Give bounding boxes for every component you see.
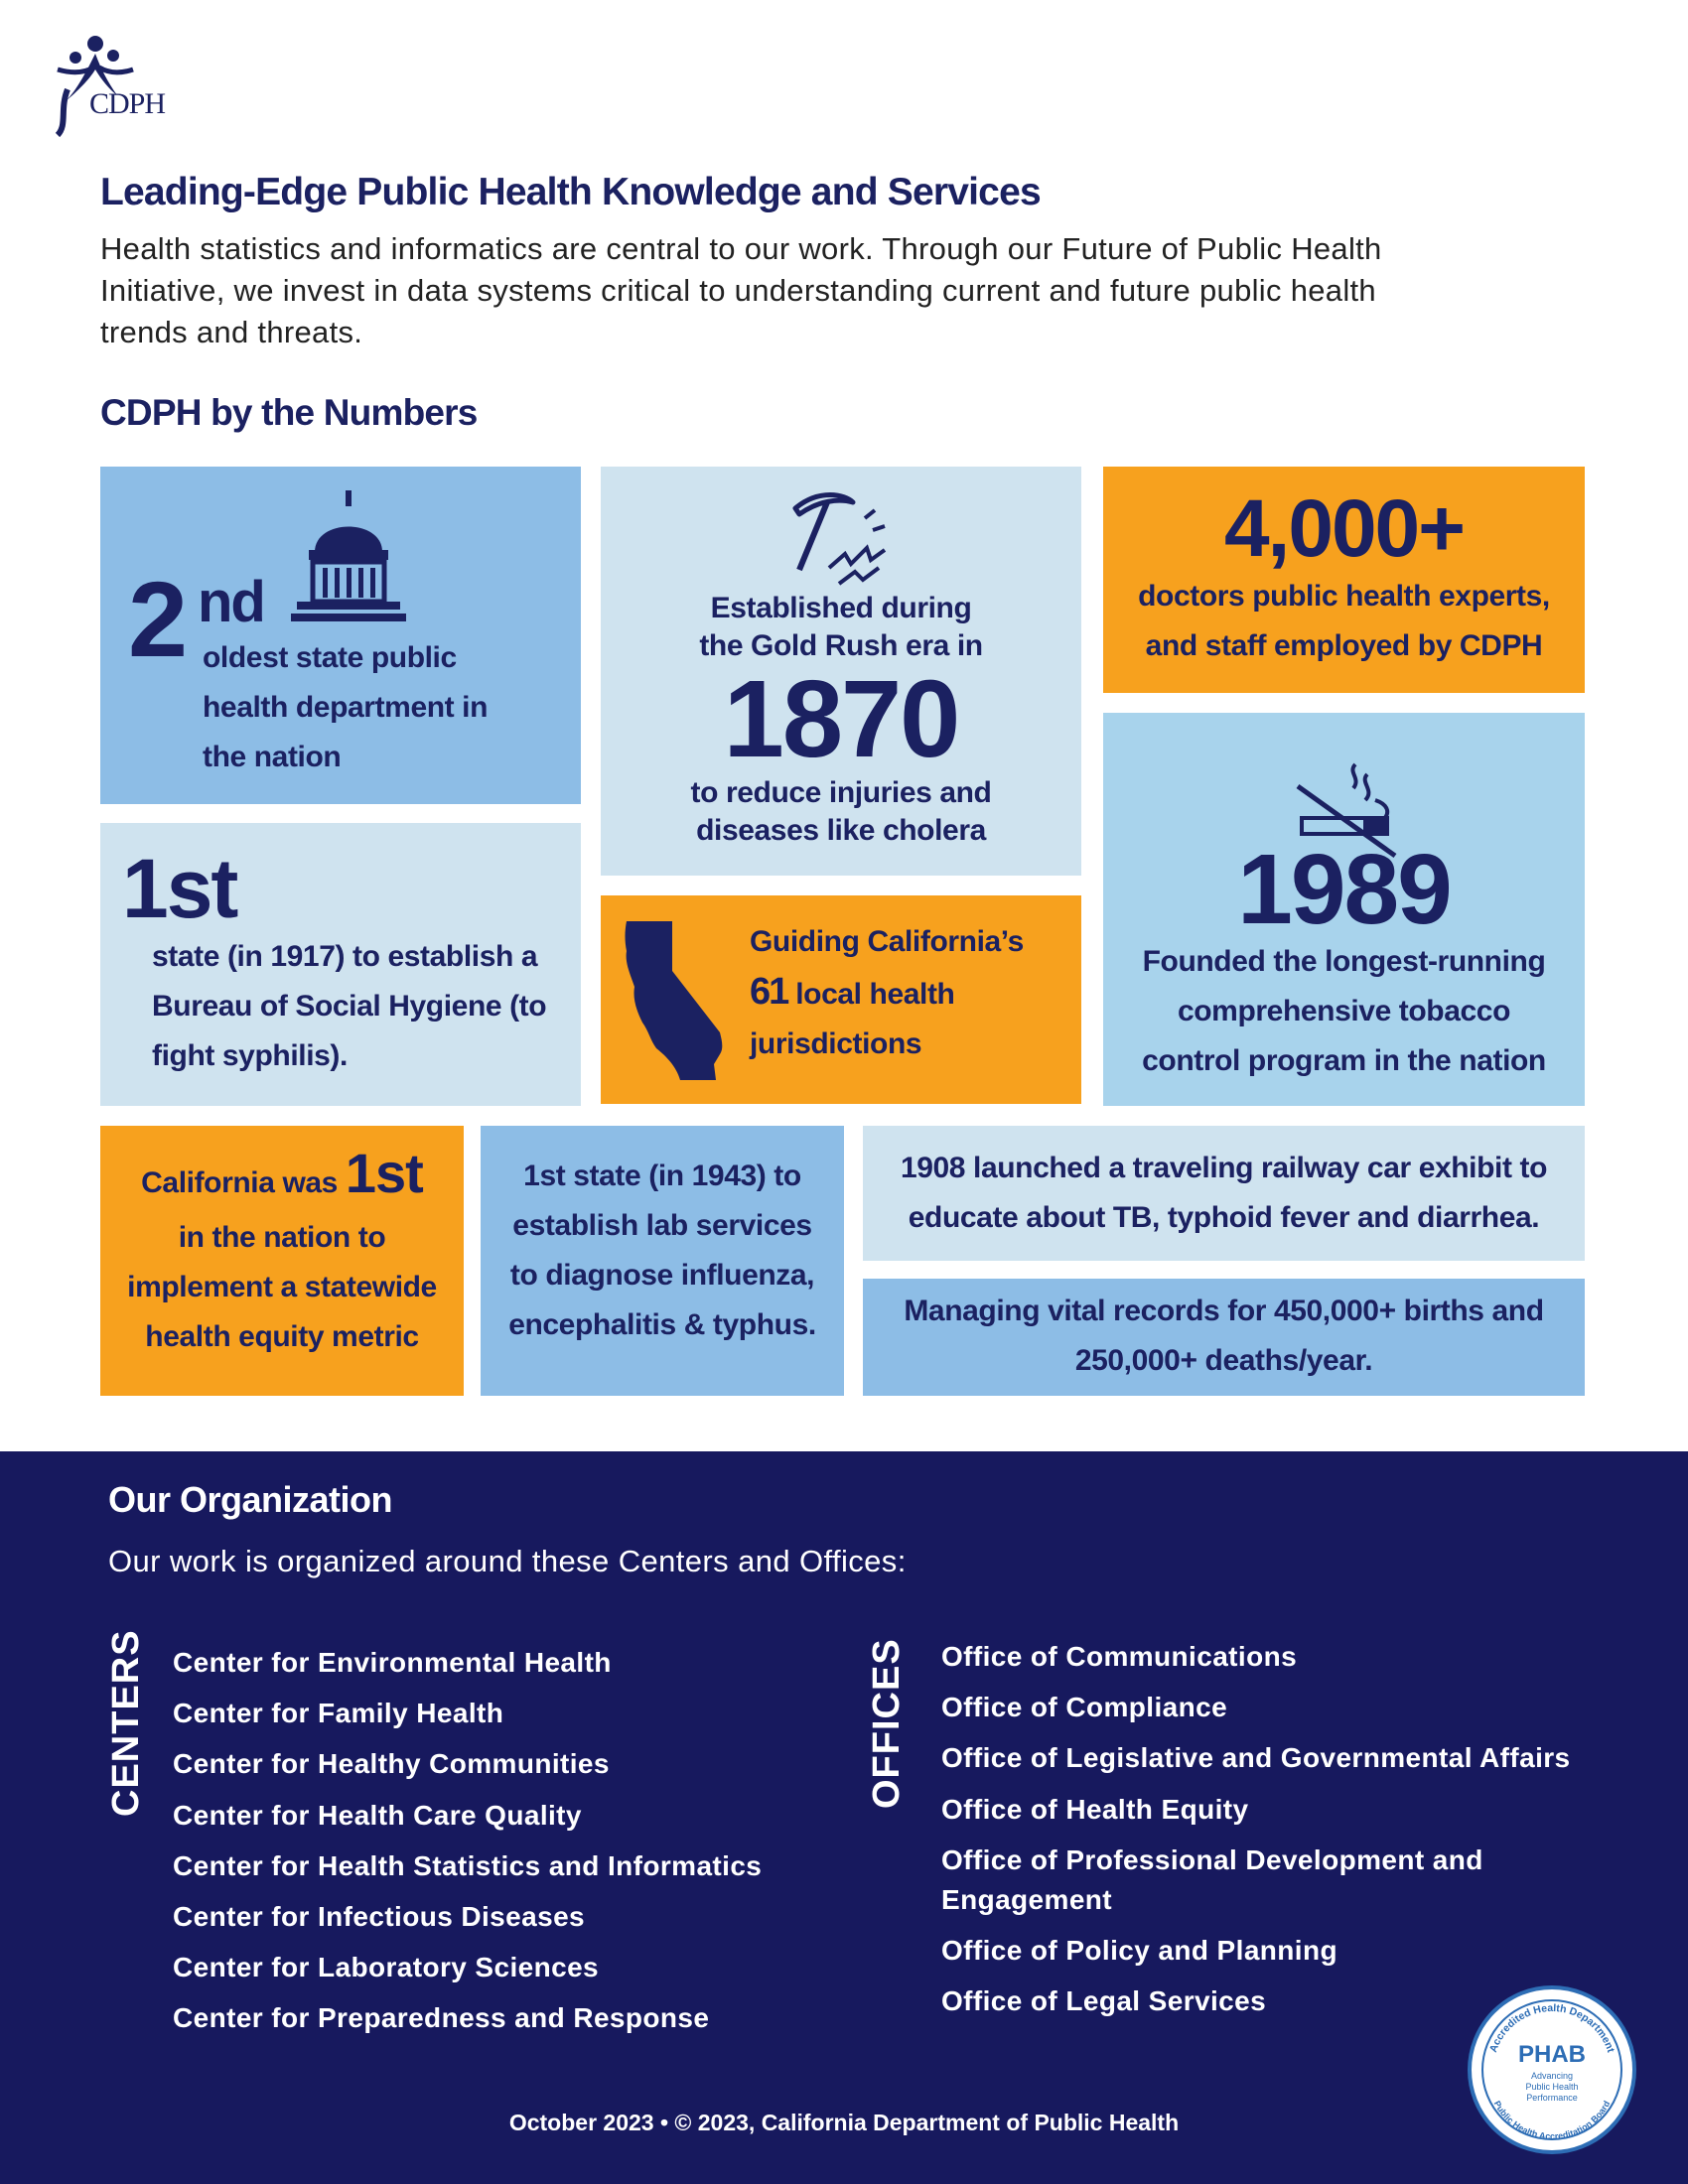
tile4-text [152,932,546,1081]
list-item: Office of Compliance [941,1692,1228,1723]
list-item: Office of Health Equity [941,1793,1249,1825]
intro-line: Initiative, we invest in data systems critical to understanding current and future public health [100,273,1376,308]
list-item: Center for Health Care Quality [173,1799,582,1831]
list-item: Center for Preparedness and Response [173,2002,710,2034]
centers-list [173,1637,762,2044]
numbers-section-title: CDPH by the Numbers [100,392,478,433]
list-item: Center for Family Health [173,1698,504,1729]
tile3-line: doctors public health experts, [1138,580,1550,613]
tile7-line: implement a statewide [127,1271,437,1303]
badge-sub: Performance [1526,2093,1578,2103]
tile-vital-records [863,1279,1585,1396]
tile8-text [481,1152,844,1350]
tile2-line: to reduce injuries and [690,776,992,809]
tile2-top-text [601,590,1081,665]
list-item: Center for Laboratory Sciences [173,1952,600,1983]
badge-sub: Public Health [1525,2082,1579,2092]
tile10-line: 250,000+ deaths/year. [1074,1344,1373,1377]
tile5-line: local health [795,978,955,1011]
list-item: Center for Environmental Health [173,1647,612,1678]
badge-ring-bottom: Public Health Accreditation Board [1491,2099,1613,2142]
list-item: Center for Healthy Communities [173,1748,610,1780]
tile1-line: the nation [203,741,342,773]
tile-1908-railway [863,1126,1585,1261]
tile1-big-number: 2 [128,559,187,679]
tile6-text [1103,937,1585,1086]
list-item: Engagement [941,1883,1113,1915]
tile3-big-number: 4,000+ [1223,483,1465,574]
tile8-line: 1st state (in 1943) to [523,1160,801,1192]
people-figures-icon [48,30,197,139]
tile4-line: state (in 1917) to establish a [152,940,538,973]
intro-paragraph [100,228,1590,353]
tile-61-jurisdictions [601,895,1081,1104]
california-map-icon [621,917,730,1084]
tile7-big-number: 1st [345,1142,423,1204]
tile-2nd-oldest [100,467,581,804]
tile5-line: jurisdictions [750,1027,922,1060]
tile-4000-staff [1103,467,1585,693]
tile-lab-services [481,1126,844,1396]
list-item: Office of Policy and Planning [941,1934,1337,1966]
logo-text: CDPH [89,87,166,120]
offices-list [941,1637,1571,2021]
list-item: Center for Health Statistics and Informatics [173,1849,763,1881]
cdph-logo [48,30,197,139]
list-item: Office of Professional Development and [941,1843,1483,1875]
tile8-line: to diagnose influenza, [509,1259,815,1292]
tile2-line: the Gold Rush era in [699,629,983,662]
tile7-text [100,1144,464,1362]
offices-label: OFFICES [866,1638,908,1809]
tile6-line: comprehensive tobacco [1177,995,1511,1027]
tile9-line: 1908 launched a traveling railway car exhibit to [900,1152,1548,1184]
tile4-line: Bureau of Social Hygiene (to [152,990,547,1023]
tile8-line: encephalitis & typhus. [508,1308,816,1341]
tile10-line: Managing vital records for 450,000+ births and [904,1295,1544,1327]
tile8-line: establish lab services [512,1209,812,1242]
tile2-line: diseases like cholera [696,814,986,847]
tile5-big-number: 61 [750,971,788,1013]
badge-main: PHAB [1517,2041,1586,2068]
tile4-big-number: 1st [122,842,237,935]
tile1-superscript: nd [198,570,264,634]
tile6-line: control program in the nation [1142,1044,1546,1077]
tile7-line: health equity metric [145,1320,419,1353]
tile2-line: Established during [710,592,972,624]
tile-1st-bureau [100,823,581,1106]
tile1-line: health department in [203,691,489,724]
tile3-text [1103,572,1585,671]
page-title: Leading-Edge Public Health Knowledge and Services [100,171,1041,213]
tile1-line: oldest state public [203,641,457,674]
tile6-big-number: 1989 [1237,834,1451,945]
list-item: Office of Communications [941,1641,1298,1672]
tile9-line: educate about TB, typhoid fever and diarrhea. [908,1201,1540,1234]
tile10-text [863,1287,1585,1386]
tile2-big-number: 1870 [723,658,959,780]
tile3-line: and staff employed by CDPH [1145,629,1543,662]
centers-label: CENTERS [105,1629,147,1817]
tile4-line: fight syphilis). [152,1039,348,1072]
organization-subtitle: Our work is organized around these Centers and Offices: [108,1544,907,1578]
tile6-line: Founded the longest-running [1142,945,1546,978]
tile5-text [750,917,1024,1069]
tile5-line: Guiding California’s [750,925,1024,958]
badge-ring-top: Accredited Health Department [1486,2001,1618,2055]
capitol-dome-icon [291,490,406,631]
tile-1989-tobacco [1103,713,1585,1106]
tile-health-equity [100,1126,464,1396]
pickaxe-icon [789,488,889,588]
list-item: Center for Infectious Diseases [173,1901,586,1933]
list-item: Office of Legal Services [941,1984,1267,2016]
tile1-text [203,633,488,782]
tile9-text [863,1144,1585,1243]
tile-1870 [601,467,1081,876]
organization-title: Our Organization [108,1479,393,1520]
intro-line: Health statistics and informatics are central to our work. Through our Future of Public Health [100,231,1382,266]
tile2-bottom-text [601,774,1081,850]
list-item: Office of Legislative and Governmental Affairs [941,1742,1571,1774]
tile7-pre: California was [141,1166,338,1199]
tile7-line: in the nation to [178,1221,386,1254]
copyright-footer: October 2023 • © 2023, California Department of Public Health [508,2110,1180,2135]
badge-sub: Advancing [1530,2071,1574,2081]
intro-line: trends and threats. [100,315,363,349]
